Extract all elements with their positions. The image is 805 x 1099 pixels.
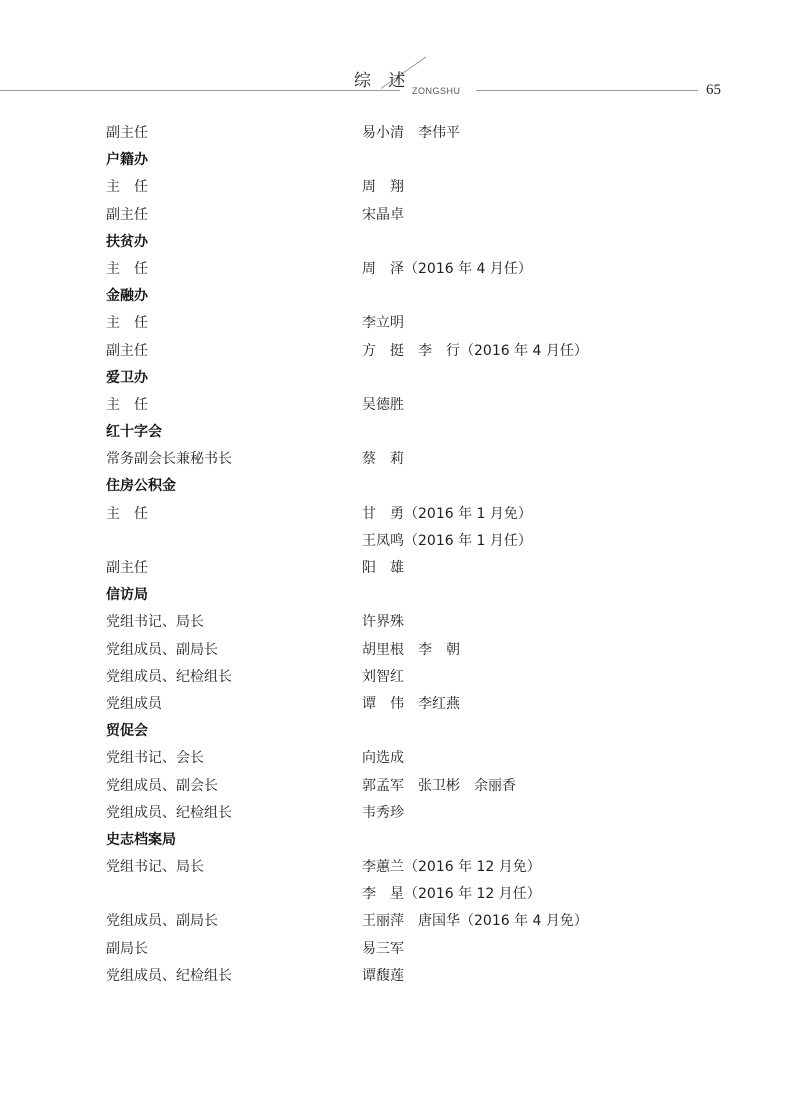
person-names: 王凤鸣（2016 年 1 月任） bbox=[362, 532, 532, 549]
position-title: 主 任 bbox=[106, 260, 148, 277]
person-names: 蔡 莉 bbox=[362, 451, 404, 468]
position-title: 主 任 bbox=[106, 505, 148, 522]
position-title: 党组成员 bbox=[106, 695, 162, 712]
position-title: 党组书记、局长 bbox=[106, 614, 204, 631]
position-title: 常务副会长兼秘书长 bbox=[106, 451, 232, 468]
position-title: 党组成员、副会长 bbox=[106, 777, 218, 794]
person-names: 谭馥莲 bbox=[362, 967, 404, 984]
department-name: 爱卫办 bbox=[106, 369, 148, 386]
position-title: 党组成员、纪检组长 bbox=[106, 967, 232, 984]
personnel-row bbox=[0, 444, 805, 471]
department-heading-row bbox=[0, 417, 805, 444]
personnel-row bbox=[0, 390, 805, 417]
department-heading-row bbox=[0, 580, 805, 607]
position-title: 主 任 bbox=[106, 315, 148, 332]
position-title: 党组成员、纪检组长 bbox=[106, 804, 232, 821]
personnel-row bbox=[0, 553, 805, 580]
person-names: 方 挺 李 行（2016 年 4 月任） bbox=[362, 342, 588, 359]
department-heading-row bbox=[0, 281, 805, 308]
department-name: 信访局 bbox=[106, 587, 148, 604]
department-name: 住房公积金 bbox=[106, 478, 176, 495]
person-names: 阳 雄 bbox=[362, 560, 404, 576]
personnel-row bbox=[0, 200, 805, 227]
personnel-row bbox=[0, 743, 805, 770]
position-title: 党组成员、纪检组长 bbox=[106, 668, 232, 685]
department-heading-row bbox=[0, 825, 805, 852]
section-subtitle: ZONGSHU bbox=[412, 86, 461, 96]
personnel-row bbox=[0, 906, 805, 933]
department-name: 扶贫办 bbox=[106, 233, 148, 250]
personnel-row bbox=[0, 172, 805, 199]
position-title: 副主任 bbox=[106, 560, 148, 576]
person-names: 李 星（2016 年 12 月任） bbox=[362, 886, 541, 903]
person-names: 周 翔 bbox=[362, 179, 404, 196]
personnel-row bbox=[0, 934, 805, 961]
person-names: 郭孟军 张卫彬 余丽香 bbox=[362, 777, 516, 794]
position-title: 主 任 bbox=[106, 179, 148, 196]
position-title: 党组成员、副局长 bbox=[106, 641, 218, 658]
position-title: 党组书记、会长 bbox=[106, 750, 204, 767]
department-name: 史志档案局 bbox=[106, 831, 176, 848]
department-name: 户籍办 bbox=[106, 152, 148, 169]
person-names: 王丽萍 唐国华（2016 年 4 月免） bbox=[362, 913, 588, 930]
person-names: 胡里根 李 朝 bbox=[362, 641, 460, 658]
department-heading-row bbox=[0, 145, 805, 172]
person-names: 向选成 bbox=[362, 750, 404, 767]
personnel-row bbox=[0, 607, 805, 634]
person-names: 刘智红 bbox=[362, 668, 404, 685]
personnel-row bbox=[0, 336, 805, 363]
personnel-row bbox=[0, 798, 805, 825]
position-title: 副主任 bbox=[106, 206, 148, 223]
person-names: 韦秀珍 bbox=[362, 804, 404, 821]
personnel-row bbox=[0, 254, 805, 281]
department-heading-row bbox=[0, 363, 805, 390]
personnel-row bbox=[0, 852, 805, 879]
department-name: 红十字会 bbox=[106, 424, 162, 441]
position-title: 副主任 bbox=[106, 125, 148, 141]
position-title: 主 任 bbox=[106, 396, 148, 413]
personnel-row bbox=[0, 118, 805, 145]
person-names: 李蕙兰（2016 年 12 月免） bbox=[362, 859, 541, 876]
person-names: 周 泽（2016 年 4 月任） bbox=[362, 260, 532, 277]
header-rule-right bbox=[476, 90, 698, 91]
department-heading-row bbox=[0, 227, 805, 254]
position-title: 副主任 bbox=[106, 342, 148, 359]
header-rule-left bbox=[0, 90, 400, 91]
personnel-row bbox=[0, 771, 805, 798]
department-heading-row bbox=[0, 471, 805, 498]
personnel-row bbox=[0, 879, 805, 906]
person-names: 易三军 bbox=[362, 940, 404, 957]
person-names: 吴德胜 bbox=[362, 396, 404, 413]
page-number: 65 bbox=[706, 82, 721, 98]
position-title: 党组书记、局长 bbox=[106, 859, 204, 876]
personnel-row bbox=[0, 526, 805, 553]
person-names: 许界殊 bbox=[362, 614, 404, 631]
position-title: 副局长 bbox=[106, 940, 148, 957]
personnel-row bbox=[0, 499, 805, 526]
person-names: 易小清 李伟平 bbox=[362, 125, 460, 141]
department-name: 贸促会 bbox=[106, 723, 148, 740]
personnel-row bbox=[0, 961, 805, 988]
personnel-row bbox=[0, 308, 805, 335]
page-header bbox=[0, 0, 805, 110]
personnel-row bbox=[0, 635, 805, 662]
person-names: 宋晶卓 bbox=[362, 206, 404, 223]
person-names: 李立明 bbox=[362, 315, 404, 332]
section-title: 综 述 bbox=[354, 71, 412, 91]
personnel-list bbox=[0, 118, 805, 988]
department-name: 金融办 bbox=[106, 288, 148, 305]
personnel-row bbox=[0, 662, 805, 689]
person-names: 谭 伟 李红燕 bbox=[362, 695, 460, 712]
department-heading-row bbox=[0, 716, 805, 743]
person-names: 甘 勇（2016 年 1 月免） bbox=[362, 505, 532, 522]
position-title: 党组成员、副局长 bbox=[106, 913, 218, 930]
personnel-row bbox=[0, 689, 805, 716]
